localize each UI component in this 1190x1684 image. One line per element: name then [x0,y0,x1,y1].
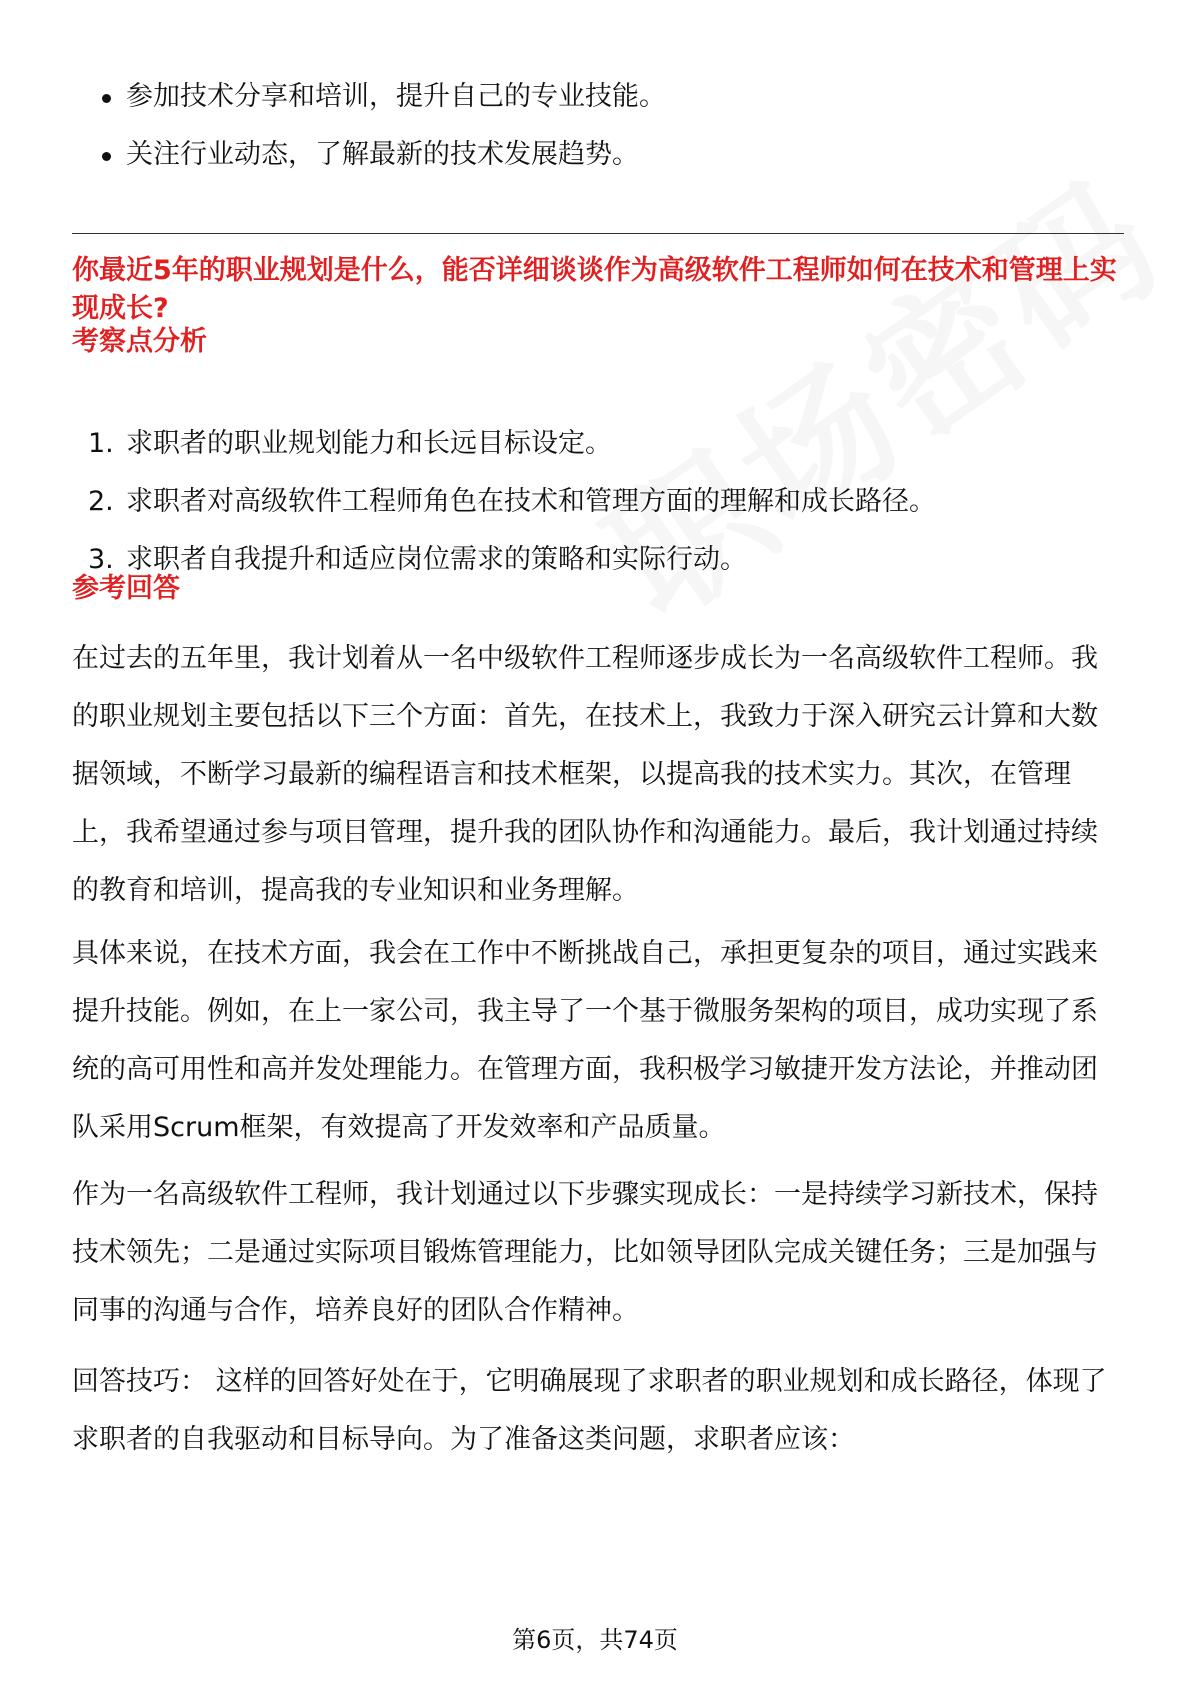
list-item-text: 求职者自我提升和适应岗位需求的策略和实际行动。 [126,544,747,575]
page-number: 第6页，共74页 [512,1626,678,1654]
list-item [72,415,1124,473]
list-item [72,126,1124,184]
list-item-number: 1. [88,428,114,459]
bullet-dot-icon [102,94,111,103]
answer-paragraph: 作为一名高级软件工程师，我计划通过以下步骤实现成长：一是持续学习新技术，保持技术领先；二是通过实际项目锻炼管理能力，比如领导团队完成关键任务；三是加强与同事的沟通与合作，培养良好的团队合作精神。 [72,1179,1098,1326]
document-page [72,0,1124,1684]
section-divider [72,233,1124,234]
list-item-number: 3. [88,544,114,575]
analysis-list [72,415,1124,589]
list-item [72,473,1124,531]
list-item [72,68,1124,126]
answer-heading: 参考回答 [72,573,180,604]
list-item-text: 求职者对高级软件工程师角色在技术和管理方面的理解和成长路径。 [126,486,936,517]
answer-paragraph: 具体来说，在技术方面，我会在工作中不断挑战自己，承担更复杂的项目，通过实践来提升技能。例如，在上一家公司，我主导了一个基于微服务架构的项目，成功实现了系统的高可用性和高并发处理能力。在管理方面，我积极学习敏捷开发方法论，并推动团队采用Scrum框架，有效提高了开发效率和产品质量。 [72,938,1098,1143]
bullet-dot-icon [102,152,111,161]
list-item-text: 求职者的职业规划能力和长远目标设定。 [126,428,612,459]
list-item-number: 2. [88,486,114,517]
list-item-text: 参加技术分享和培训，提升自己的专业技能。 [126,81,666,112]
analysis-heading: 考察点分析 [72,326,207,357]
bullet-list [72,68,1124,184]
tips-paragraph: 回答技巧： 这样的回答好处在于，它明确展现了求职者的职业规划和成长路径，体现了求职者的自我驱动和目标导向。为了准备这类问题，求职者应该： [72,1366,1107,1455]
answer-paragraph: 在过去的五年里，我计划着从一名中级软件工程师逐步成长为一名高级软件工程师。我的职业规划主要包括以下三个方面：首先，在技术上，我致力于深入研究云计算和大数据领域，不断学习最新的编程语言和技术框架，以提高我的技术实力。其次，在管理上，我希望通过参与项目管理，提升我的团队协作和沟通能力。最后，我计划通过持续的教育和培训，提高我的专业知识和业务理解。 [72,643,1098,906]
question-heading: 你最近5年的职业规划是什么，能否详细谈谈作为高级软件工程师如何在技术和管理上实现成长? [72,255,1117,324]
list-item-text: 关注行业动态，了解最新的技术发展趋势。 [126,139,639,170]
list-item [72,531,1124,589]
